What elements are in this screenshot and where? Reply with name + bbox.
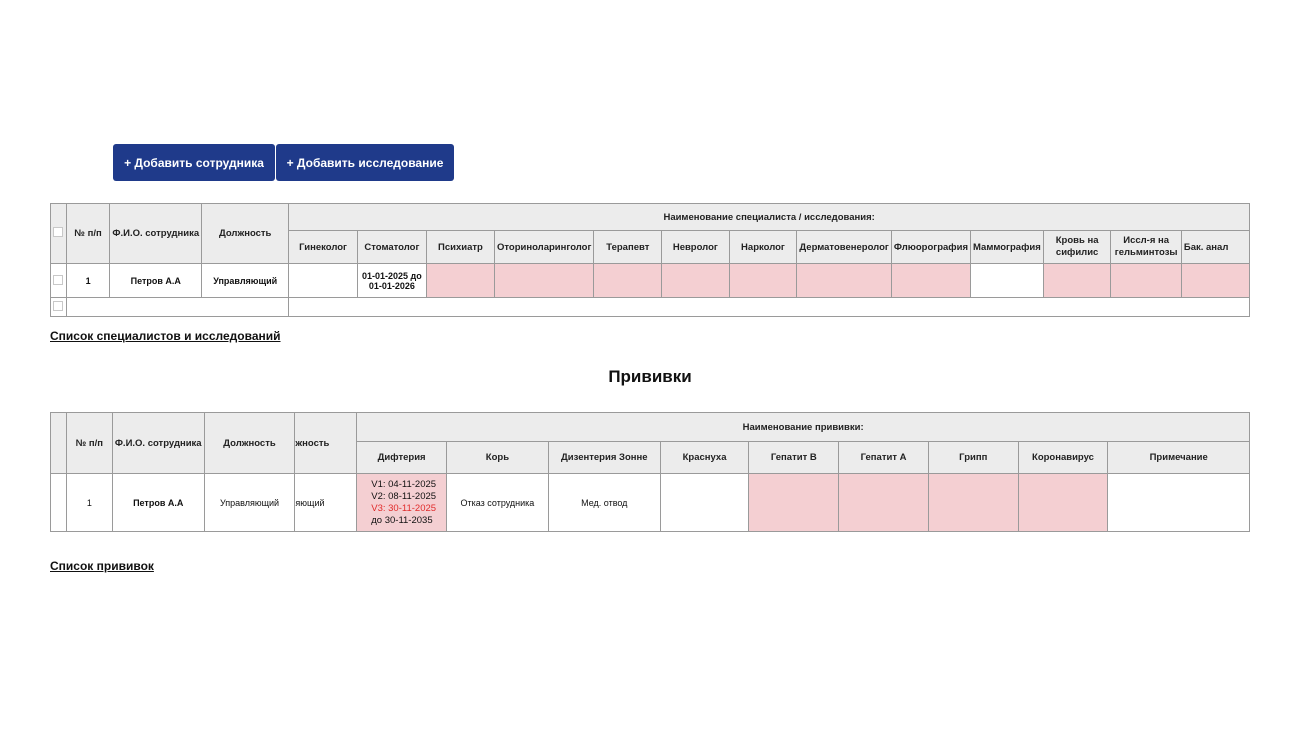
col-header-hepatitis-a: Гепатит А	[839, 442, 929, 474]
cell-neurologist[interactable]	[662, 264, 729, 298]
col-header-diphtheria: Дифтерия	[357, 442, 447, 474]
col-header-syphilis-blood: Кровь на сифилис	[1043, 231, 1111, 264]
research-table-container	[50, 203, 1250, 318]
cell-hepatitis-b[interactable]	[749, 474, 839, 532]
cell-coronavirus[interactable]	[1018, 474, 1108, 532]
add-research-button[interactable]: + Добавить исследование	[276, 144, 454, 181]
diphtheria-v2: V2: 08-11-2025	[371, 490, 437, 502]
col-header-helminth-test: Иссл-я на гельминтозы	[1111, 231, 1181, 264]
row-checkbox[interactable]	[53, 275, 63, 285]
col-header-psychiatrist: Психиатр	[426, 231, 494, 264]
cell-num: 1	[66, 474, 112, 532]
cell-gynecologist[interactable]	[289, 264, 358, 298]
add-employee-button[interactable]: + Добавить сотрудника	[113, 144, 275, 181]
cell-dermatovenereologist[interactable]	[797, 264, 891, 298]
col-header-fio: Ф.И.О. сотрудника	[112, 413, 204, 474]
cell-position-overflow: яющий	[295, 474, 357, 532]
diphtheria-until: до 30-11-2035	[371, 514, 433, 526]
empty-table-row	[51, 298, 1250, 317]
col-header-measles: Корь	[447, 442, 549, 474]
cell-bak-analysis[interactable]	[1181, 264, 1249, 298]
col-header-dermatovenereologist: Дерматовенеролог	[797, 231, 891, 264]
cell-flu[interactable]	[928, 474, 1018, 532]
cell-therapist[interactable]	[594, 264, 662, 298]
cell-hepatitis-a[interactable]	[839, 474, 929, 532]
cell-diphtheria[interactable]	[357, 474, 447, 532]
cell-fio[interactable]: Петров А.А	[112, 474, 204, 532]
cell-helminth-test[interactable]	[1111, 264, 1181, 298]
col-header-position-overflow: жность	[295, 413, 357, 474]
table-row[interactable]	[51, 474, 1250, 532]
cell-rubella[interactable]	[660, 474, 749, 532]
group-header-specialists: Наименование специалиста / исследования:	[289, 204, 1250, 231]
col-header-neurologist: Невролог	[662, 231, 729, 264]
vaccines-table	[50, 412, 1250, 532]
col-header-hepatitis-b: Гепатит В	[749, 442, 839, 474]
diphtheria-v3: V3: 30-11-2025	[371, 502, 437, 514]
cell-dentist[interactable]: 01-01-2025 до 01-01-2026	[357, 264, 426, 298]
col-header-mammography: Маммография	[971, 231, 1044, 264]
row-select-cell	[51, 474, 67, 532]
empty-cell	[66, 298, 288, 317]
cell-measles[interactable]: Отказ сотрудника	[447, 474, 549, 532]
row-checkbox[interactable]	[53, 301, 63, 311]
select-all-cell	[51, 413, 67, 474]
col-header-gynecologist: Гинеколог	[289, 231, 358, 264]
cell-fluorography[interactable]	[891, 264, 970, 298]
group-header-vaccines: Наименование прививки:	[357, 413, 1250, 442]
col-header-therapist: Терапевт	[594, 231, 662, 264]
diphtheria-v1: V1: 04-11-2025	[371, 478, 437, 490]
specialists-list-link[interactable]: Список специалистов и исследований	[50, 329, 281, 343]
col-header-narcologist: Нарколог	[729, 231, 797, 264]
cell-psychiatrist[interactable]	[426, 264, 494, 298]
select-all-cell	[51, 204, 67, 264]
col-header-coronavirus: Коронавирус	[1018, 442, 1108, 474]
cell-position: Управляющий	[204, 474, 295, 532]
table-row[interactable]	[51, 264, 1250, 298]
col-header-fio: Ф.И.О. сотрудника	[110, 204, 202, 264]
col-header-note: Примечание	[1108, 442, 1250, 474]
cell-dysentery[interactable]: Мед. отвод	[548, 474, 660, 532]
cell-position: Управляющий	[202, 264, 289, 298]
col-header-num: № п/п	[66, 204, 110, 264]
col-header-position: Должность	[202, 204, 289, 264]
select-all-checkbox[interactable]	[53, 227, 63, 237]
vaccines-list-link[interactable]: Список прививок	[50, 559, 154, 573]
cell-syphilis-blood[interactable]	[1043, 264, 1111, 298]
col-header-num: № п/п	[66, 413, 112, 474]
col-header-ent: Оториноларинголог	[495, 231, 594, 264]
col-header-fluorography: Флюорография	[891, 231, 970, 264]
row-select-cell	[51, 298, 67, 317]
cell-fio[interactable]: Петров А.А	[110, 264, 202, 298]
vaccines-table-container	[50, 412, 1250, 533]
cell-num: 1	[66, 264, 110, 298]
cell-mammography[interactable]	[971, 264, 1044, 298]
cell-narcologist[interactable]	[729, 264, 797, 298]
research-table	[50, 203, 1250, 317]
col-header-dysentery: Дизентерия Зонне	[548, 442, 660, 474]
row-select-cell	[51, 264, 67, 298]
vaccines-title: Прививки	[608, 367, 692, 386]
col-header-bak-analysis: Бак. анал	[1181, 231, 1249, 264]
cell-note[interactable]	[1108, 474, 1250, 532]
col-header-rubella: Краснуха	[660, 442, 749, 474]
col-header-flu: Грипп	[928, 442, 1018, 474]
col-header-position: Должность	[204, 413, 295, 474]
empty-cell	[289, 298, 1250, 317]
col-header-dentist: Стоматолог	[357, 231, 426, 264]
cell-ent[interactable]	[495, 264, 594, 298]
